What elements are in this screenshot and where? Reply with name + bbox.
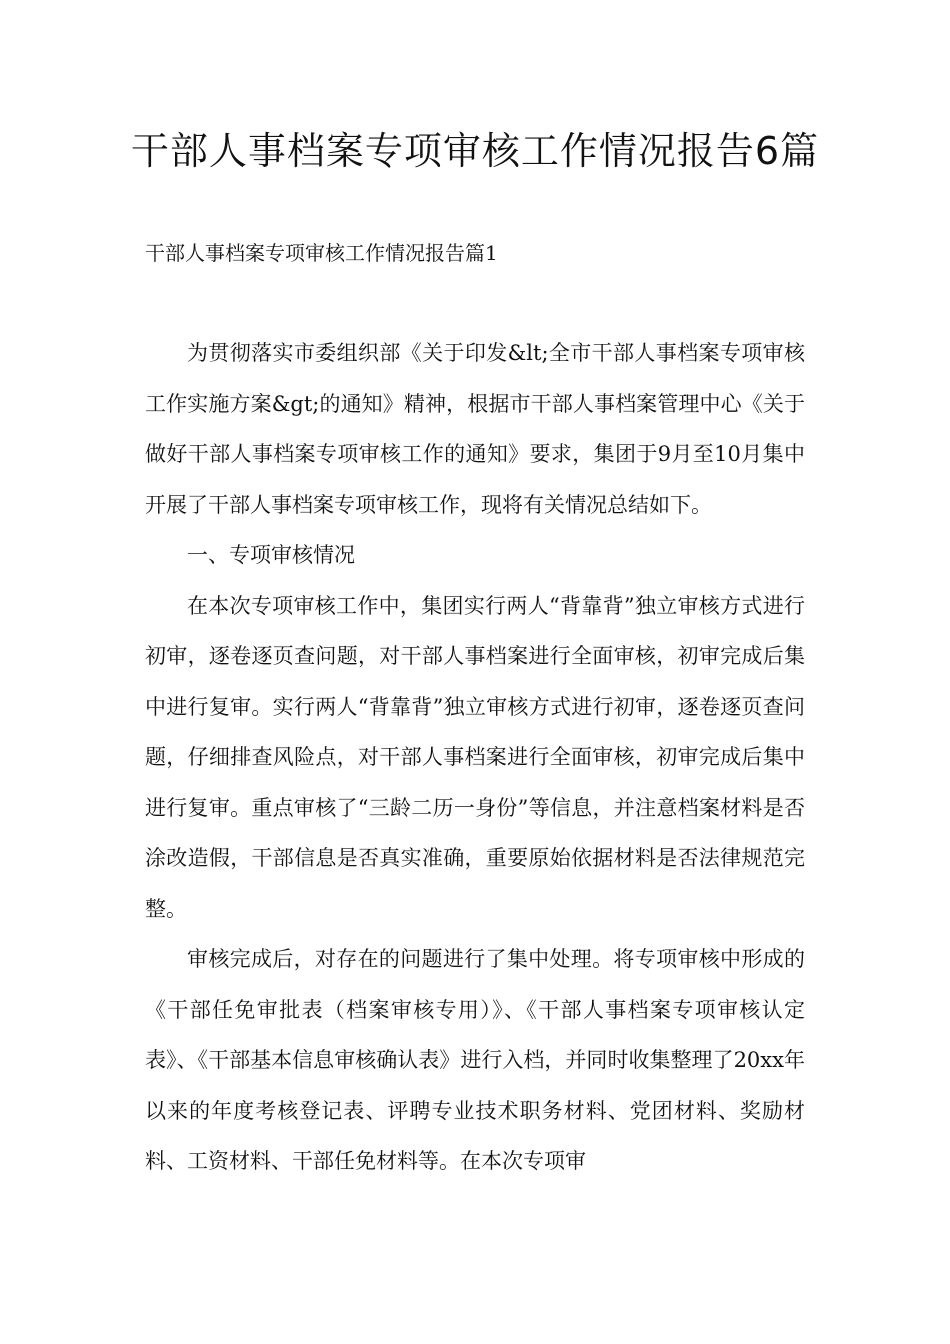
paragraph-intro: 为贯彻落实市委组织部《关于印发&lt;全市干部人事档案专项审核工作实施方案&gt;的通知》精神，根据市干部人事档案管理中心《关于做好干部人事档案专项审核工作的通知》要求，集团于9月至10月集中开展了干部人事档案专项审核工作，现将有关情况总结如下。 bbox=[145, 341, 805, 517]
document-body bbox=[145, 328, 805, 1187]
document-subtitle: 干部人事档案专项审核工作情况报告篇1 bbox=[145, 241, 498, 265]
section-heading: 一、专项审核情况 bbox=[187, 543, 355, 567]
paragraph-review-method: 在本次专项审核工作中，集团实行两人“背靠背”独立审核方式进行初审，逐卷逐页查问题，对干部人事档案进行全面审核，初审完成后集中进行复审。实行两人“背靠背”独立审核方式进行初审，逐卷逐页查问题，仔细排查风险点，对干部人事档案进行全面审核，初审完成后集中进行复审。重点审核了“三龄二历一身份”等信息，并注意档案材料是否涂改造假，干部信息是否真实准确，重要原始依据材料是否法律规范完整。 bbox=[145, 593, 805, 921]
document-title: 干部人事档案专项审核工作情况报告6篇 bbox=[130, 129, 820, 173]
paragraph-review-result: 审核完成后，对存在的问题进行了集中处理。将专项审核中形成的《干部任免审批表（档案审核专用）》、《干部人事档案专项审核认定表》、《干部基本信息审核确认表》进行入档，并同时收集整理了20xx年以来的年度考核登记表、评聘专业技术职务材料、党团材料、奖励材料、工资材料、干部任免材料等。在本次专项审 bbox=[145, 947, 805, 1173]
